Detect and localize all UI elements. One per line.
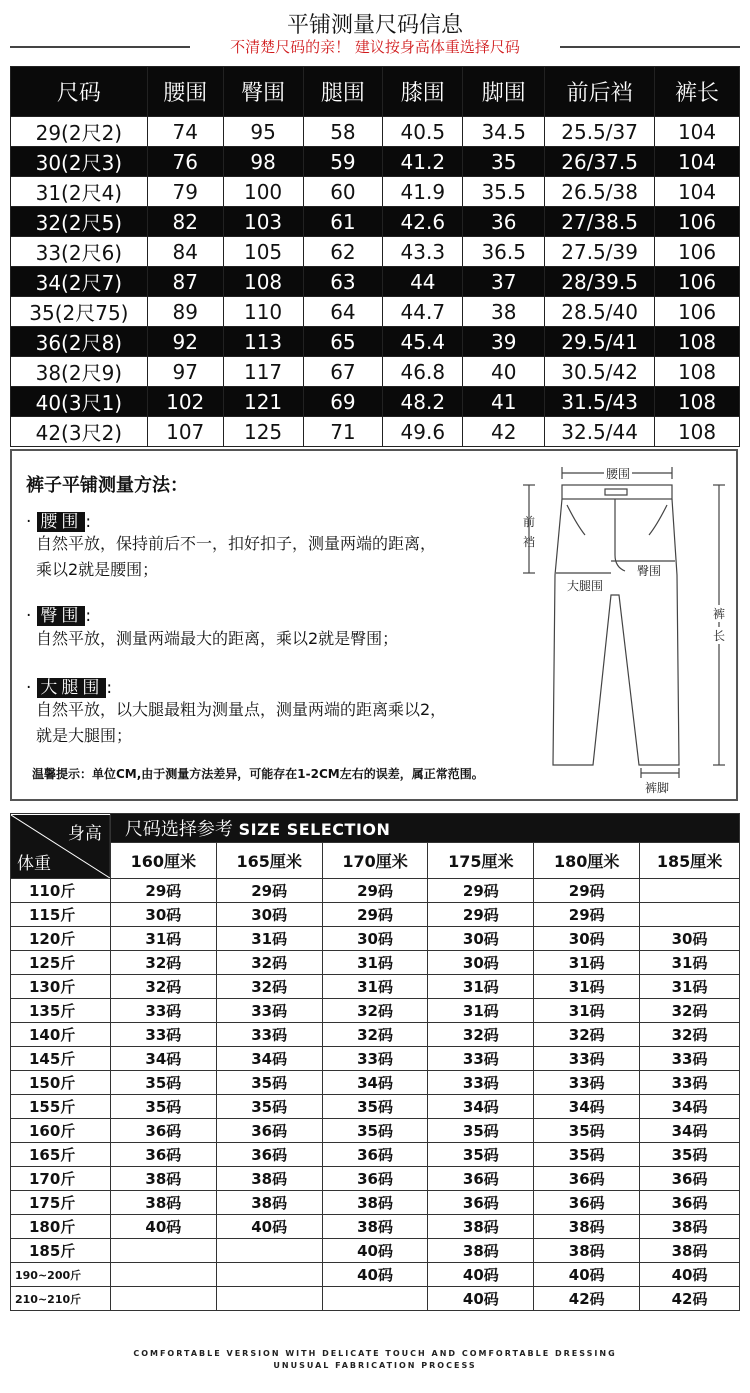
recommended-size-cell: 36码 [322, 1167, 428, 1191]
weight-cell: 180斤 [11, 1215, 111, 1239]
method-title: 裤子平铺测量方法： [26, 475, 188, 496]
table-cell: 31.5/43 [545, 387, 655, 417]
col-header: 膝围 [383, 67, 463, 117]
weight-cell: 185斤 [11, 1239, 111, 1263]
recommended-size-cell: 31码 [640, 951, 740, 975]
table-cell: 42 [463, 417, 545, 447]
recommended-size-cell: 35码 [534, 1143, 640, 1167]
table-cell: 27/38.5 [545, 207, 655, 237]
table-cell: 33(2尺6) [11, 237, 148, 267]
recommended-size-cell [216, 1287, 322, 1311]
table-cell: 35(2尺75) [11, 297, 148, 327]
recommended-size-cell: 32码 [110, 951, 216, 975]
recommended-size-cell: 30码 [534, 927, 640, 951]
recommended-size-cell: 32码 [322, 999, 428, 1023]
recommended-size-cell: 29码 [534, 879, 640, 903]
table-cell: 106 [655, 237, 740, 267]
diagram-length-label-a: 裤 [713, 607, 726, 621]
table-cell: 28/39.5 [545, 267, 655, 297]
weight-cell: 190~200斤 [11, 1263, 111, 1287]
size-table-header [11, 67, 740, 117]
recommendation-row [11, 1239, 740, 1263]
table-cell: 108 [223, 267, 303, 297]
col-header: 脚围 [463, 67, 545, 117]
table-cell: 25.5/37 [545, 117, 655, 147]
recommended-size-cell: 30码 [640, 927, 740, 951]
table-cell: 82 [147, 207, 223, 237]
table-cell: 104 [655, 177, 740, 207]
table-row [11, 237, 740, 267]
table-cell: 41.2 [383, 147, 463, 177]
hip-description: 自然平放，测量两端最大的距离，乘以2就是臀围； [36, 629, 399, 648]
recommendation-row [11, 1263, 740, 1287]
diagram-rise-label-b: 裆 [523, 535, 536, 549]
pants-diagram [507, 455, 737, 800]
table-cell: 38(2尺9) [11, 357, 148, 387]
diagram-length-label-b: 长 [713, 629, 726, 643]
table-cell: 38 [463, 297, 545, 327]
table-cell: 105 [223, 237, 303, 267]
recommended-size-cell: 36码 [322, 1143, 428, 1167]
recommended-size-cell: 42码 [534, 1287, 640, 1311]
diagram-rise-label-a: 前 [523, 515, 536, 529]
recommended-size-cell [640, 903, 740, 927]
recommendation-row [11, 1119, 740, 1143]
table-cell: 108 [655, 357, 740, 387]
recommended-size-cell: 30码 [322, 927, 428, 951]
recommended-size-cell: 35码 [428, 1119, 534, 1143]
table-cell: 89 [147, 297, 223, 327]
thigh-label: · 大腿围 : [26, 678, 113, 698]
recommended-size-cell: 34码 [428, 1095, 534, 1119]
size-table [10, 66, 740, 447]
table-row [11, 297, 740, 327]
diagram-thigh-label: 大腿围 [567, 579, 604, 593]
table-cell: 37 [463, 267, 545, 297]
recommended-size-cell: 34码 [640, 1119, 740, 1143]
recommended-size-cell: 32码 [216, 951, 322, 975]
recommendation-row [11, 1023, 740, 1047]
recommended-size-cell: 38码 [640, 1239, 740, 1263]
recommended-size-cell: 30码 [110, 903, 216, 927]
weight-cell: 160斤 [11, 1119, 111, 1143]
recommendation-row [11, 975, 740, 999]
recommended-size-cell: 34码 [640, 1095, 740, 1119]
table-cell: 49.6 [383, 417, 463, 447]
thigh-description: 自然平放，以大腿最粗为测量点，测量两端的距离乘以2， 就是大腿围； [36, 700, 447, 745]
recommended-size-cell: 36码 [534, 1191, 640, 1215]
recommendation-row [11, 1191, 740, 1215]
table-cell: 34.5 [463, 117, 545, 147]
table-cell: 30(2尺3) [11, 147, 148, 177]
table-cell: 36 [463, 207, 545, 237]
recommended-size-cell: 33码 [534, 1071, 640, 1095]
recommended-size-cell: 31码 [534, 999, 640, 1023]
recommended-size-cell [322, 1287, 428, 1311]
weight-cell: 170斤 [11, 1167, 111, 1191]
recommended-size-cell [110, 1239, 216, 1263]
recommended-size-cell: 36码 [428, 1191, 534, 1215]
table-cell: 106 [655, 297, 740, 327]
recommended-size-cell: 29码 [534, 903, 640, 927]
weight-cell: 130斤 [11, 975, 111, 999]
table-cell: 26.5/38 [545, 177, 655, 207]
weight-cell: 145斤 [11, 1047, 111, 1071]
table-cell: 42.6 [383, 207, 463, 237]
height-header: 165厘米 [216, 843, 322, 879]
table-cell: 84 [147, 237, 223, 267]
recommended-size-cell: 36码 [110, 1119, 216, 1143]
recommended-size-cell: 33码 [110, 999, 216, 1023]
col-header: 前后裆 [545, 67, 655, 117]
recommended-size-cell: 33码 [322, 1047, 428, 1071]
recommendation-row [11, 999, 740, 1023]
recommended-size-cell: 36码 [216, 1143, 322, 1167]
table-cell: 63 [303, 267, 383, 297]
measurement-method-box [10, 449, 738, 801]
weight-cell: 155斤 [11, 1095, 111, 1119]
recommended-size-cell: 38码 [216, 1191, 322, 1215]
recommended-size-cell: 33码 [216, 999, 322, 1023]
recommended-size-cell: 32码 [428, 1023, 534, 1047]
recommended-size-cell: 40码 [534, 1263, 640, 1287]
table-cell: 100 [223, 177, 303, 207]
recommended-size-cell: 38码 [322, 1191, 428, 1215]
recommended-size-cell: 33码 [640, 1047, 740, 1071]
recommended-size-cell: 30码 [428, 927, 534, 951]
table-row [11, 327, 740, 357]
weight-cell: 125斤 [11, 951, 111, 975]
waist-label: · 腰围 : [26, 512, 92, 532]
recommended-size-cell: 40码 [110, 1215, 216, 1239]
recommended-size-cell: 35码 [322, 1119, 428, 1143]
height-weight-corner [11, 814, 111, 879]
recommended-size-cell [110, 1287, 216, 1311]
table-cell: 97 [147, 357, 223, 387]
table-cell: 30.5/42 [545, 357, 655, 387]
corner-height-label: 身高 [67, 823, 102, 844]
weight-cell: 165斤 [11, 1143, 111, 1167]
table-cell: 40 [463, 357, 545, 387]
weight-cell: 140斤 [11, 1023, 111, 1047]
recommended-size-cell: 40码 [428, 1263, 534, 1287]
corner-weight-label: 体重 [17, 853, 51, 874]
recommended-size-cell: 33码 [110, 1023, 216, 1047]
table-cell: 59 [303, 147, 383, 177]
recommended-size-cell: 31码 [640, 975, 740, 999]
recommended-size-cell: 29码 [110, 879, 216, 903]
recommended-size-cell: 36码 [110, 1143, 216, 1167]
table-cell: 31(2尺4) [11, 177, 148, 207]
recommended-size-cell: 38码 [534, 1239, 640, 1263]
table-cell: 27.5/39 [545, 237, 655, 267]
recommended-size-cell: 31码 [322, 951, 428, 975]
recommended-size-cell: 29码 [428, 879, 534, 903]
weight-cell: 175斤 [11, 1191, 111, 1215]
table-cell: 44 [383, 267, 463, 297]
waist-description: 自然平放，保持前后不一，扣好扣子，测量两端的距离， 乘以2就是腰围； [36, 534, 437, 579]
recommended-size-cell [640, 879, 740, 903]
diagram-hip-label: 臀围 [637, 564, 662, 578]
recommended-size-cell: 29码 [428, 903, 534, 927]
table-cell: 32(2尺5) [11, 207, 148, 237]
table-cell: 106 [655, 267, 740, 297]
col-header: 腰围 [147, 67, 223, 117]
height-header: 175厘米 [428, 843, 534, 879]
recommended-size-cell: 35码 [428, 1143, 534, 1167]
table-cell: 36.5 [463, 237, 545, 267]
recommended-size-cell: 40码 [322, 1263, 428, 1287]
recommended-size-cell: 36码 [216, 1119, 322, 1143]
recommended-size-cell: 34码 [534, 1095, 640, 1119]
table-cell: 104 [655, 117, 740, 147]
recommended-size-cell: 38码 [428, 1239, 534, 1263]
recommended-size-cell: 30码 [216, 903, 322, 927]
table-cell: 110 [223, 297, 303, 327]
recommendation-row [11, 1071, 740, 1095]
recommended-size-cell: 40码 [216, 1215, 322, 1239]
recommended-size-cell: 31码 [534, 951, 640, 975]
recommendation-row [11, 903, 740, 927]
table-cell: 74 [147, 117, 223, 147]
table-cell: 43.3 [383, 237, 463, 267]
diagram-hem-label: 裤脚 [645, 781, 670, 795]
table-cell: 45.4 [383, 327, 463, 357]
table-cell: 28.5/40 [545, 297, 655, 327]
table-cell: 92 [147, 327, 223, 357]
table-cell: 32.5/44 [545, 417, 655, 447]
recommended-size-cell: 33码 [428, 1047, 534, 1071]
table-cell: 35.5 [463, 177, 545, 207]
table-cell: 36(2尺8) [11, 327, 148, 357]
recommended-size-cell: 33码 [534, 1047, 640, 1071]
recommended-size-cell: 36码 [534, 1167, 640, 1191]
table-cell: 98 [223, 147, 303, 177]
recommended-size-cell: 36码 [640, 1191, 740, 1215]
table-cell: 103 [223, 207, 303, 237]
recommended-size-cell: 31码 [534, 975, 640, 999]
height-header: 170厘米 [322, 843, 428, 879]
table-cell: 102 [147, 387, 223, 417]
table-cell: 41.9 [383, 177, 463, 207]
recommendation-row [11, 951, 740, 975]
recommended-size-cell: 34码 [216, 1047, 322, 1071]
table-cell: 107 [147, 417, 223, 447]
table-cell: 60 [303, 177, 383, 207]
table-row [11, 147, 740, 177]
recommended-size-cell: 40码 [322, 1239, 428, 1263]
recommended-size-cell: 35码 [216, 1071, 322, 1095]
table-cell: 108 [655, 417, 740, 447]
header-subtitle: 不清楚尺码的亲！ 建议按身高体重选择尺码 [230, 38, 520, 56]
recommended-size-cell: 38码 [640, 1215, 740, 1239]
col-header: 尺码 [11, 67, 148, 117]
recommended-size-cell [216, 1263, 322, 1287]
table-row [11, 387, 740, 417]
recommended-size-cell: 42码 [640, 1287, 740, 1311]
table-row [11, 207, 740, 237]
table-cell: 44.7 [383, 297, 463, 327]
table-cell: 42(3尺2) [11, 417, 148, 447]
recommended-size-cell: 31码 [216, 927, 322, 951]
recommended-size-cell: 40码 [428, 1287, 534, 1311]
table-row [11, 117, 740, 147]
table-cell: 108 [655, 327, 740, 357]
col-header: 臀围 [223, 67, 303, 117]
recommendation-row [11, 1143, 740, 1167]
table-row [11, 417, 740, 447]
table-cell: 58 [303, 117, 383, 147]
recommended-size-cell [110, 1263, 216, 1287]
recommended-size-cell: 32码 [640, 1023, 740, 1047]
recommended-size-cell: 35码 [110, 1071, 216, 1095]
height-header: 185厘米 [640, 843, 740, 879]
recommended-size-cell: 35码 [640, 1143, 740, 1167]
recommended-size-cell: 33码 [428, 1071, 534, 1095]
table-cell: 61 [303, 207, 383, 237]
table-cell: 67 [303, 357, 383, 387]
table-cell: 69 [303, 387, 383, 417]
recommended-size-cell: 31码 [428, 999, 534, 1023]
table-cell: 121 [223, 387, 303, 417]
table-cell: 108 [655, 387, 740, 417]
table-cell: 40.5 [383, 117, 463, 147]
recommended-size-cell: 38码 [534, 1215, 640, 1239]
recommendation-row [11, 1167, 740, 1191]
table-cell: 29.5/41 [545, 327, 655, 357]
recommended-size-cell: 36码 [640, 1167, 740, 1191]
recommended-size-cell: 38码 [322, 1215, 428, 1239]
footer-line-1: COMFORTABLE VERSION WITH DELICATE TOUCH AND COMFORTABLE DRESSING [133, 1349, 617, 1358]
recommendation-title: 尺码选择参考 SIZE SELECTION [110, 814, 739, 843]
col-header: 腿围 [303, 67, 383, 117]
recommended-size-cell: 35码 [534, 1119, 640, 1143]
recommended-size-cell: 38码 [216, 1167, 322, 1191]
recommended-size-cell: 29码 [322, 879, 428, 903]
table-cell: 87 [147, 267, 223, 297]
measurement-tip: 温馨提示：单位CM,由于测量方法差异，可能存在1-2CM左右的误差，属正常范围。 [32, 767, 484, 781]
table-cell: 95 [223, 117, 303, 147]
recommended-size-cell: 32码 [110, 975, 216, 999]
table-cell: 46.8 [383, 357, 463, 387]
recommended-size-cell: 31码 [428, 975, 534, 999]
size-recommendation-table [10, 813, 740, 1311]
recommended-size-cell: 29码 [322, 903, 428, 927]
table-cell: 71 [303, 417, 383, 447]
page-title: 平铺测量尺码信息 [286, 13, 463, 38]
table-cell: 113 [223, 327, 303, 357]
recommended-size-cell: 30码 [428, 951, 534, 975]
recommended-size-cell [216, 1239, 322, 1263]
recommended-size-cell: 35码 [216, 1095, 322, 1119]
recommendation-row [11, 1047, 740, 1071]
recommended-size-cell: 38码 [110, 1191, 216, 1215]
table-row [11, 177, 740, 207]
height-header: 160厘米 [110, 843, 216, 879]
table-cell: 79 [147, 177, 223, 207]
table-cell: 41 [463, 387, 545, 417]
recommended-size-cell: 36码 [428, 1167, 534, 1191]
recommended-size-cell: 29码 [216, 879, 322, 903]
recommended-size-cell: 33码 [216, 1023, 322, 1047]
table-row [11, 357, 740, 387]
weight-cell: 115斤 [11, 903, 111, 927]
height-header: 180厘米 [534, 843, 640, 879]
weight-cell: 210~210斤 [11, 1287, 111, 1311]
table-cell: 48.2 [383, 387, 463, 417]
recommended-size-cell: 38码 [110, 1167, 216, 1191]
recommended-size-cell: 34码 [110, 1047, 216, 1071]
recommended-size-cell: 38码 [428, 1215, 534, 1239]
recommended-size-cell: 32码 [322, 1023, 428, 1047]
recommended-size-cell: 32码 [534, 1023, 640, 1047]
table-cell: 117 [223, 357, 303, 387]
recommended-size-cell: 31码 [322, 975, 428, 999]
recommended-size-cell: 34码 [322, 1071, 428, 1095]
table-cell: 106 [655, 207, 740, 237]
table-cell: 34(2尺7) [11, 267, 148, 297]
recommended-size-cell: 32码 [216, 975, 322, 999]
table-cell: 62 [303, 237, 383, 267]
recommended-size-cell: 40码 [640, 1263, 740, 1287]
weight-cell: 110斤 [11, 879, 111, 903]
table-cell: 76 [147, 147, 223, 177]
recommended-size-cell: 32码 [640, 999, 740, 1023]
recommendation-row [11, 1095, 740, 1119]
hip-label: · 臀围 : [26, 606, 92, 626]
footer-line-2: UNUSUAL FABRICATION PROCESS [273, 1361, 477, 1370]
table-cell: 65 [303, 327, 383, 357]
recommendation-row [11, 879, 740, 903]
pants-outline-icon [507, 455, 737, 800]
recommendation-row [11, 1287, 740, 1311]
recommended-size-cell: 35码 [110, 1095, 216, 1119]
table-cell: 35 [463, 147, 545, 177]
table-cell: 104 [655, 147, 740, 177]
diagram-waist-label: 腰围 [606, 467, 631, 481]
recommendation-row [11, 927, 740, 951]
table-cell: 26/37.5 [545, 147, 655, 177]
table-cell: 40(3尺1) [11, 387, 148, 417]
weight-cell: 120斤 [11, 927, 111, 951]
recommended-size-cell: 31码 [110, 927, 216, 951]
weight-cell: 135斤 [11, 999, 111, 1023]
recommended-size-cell: 33码 [640, 1071, 740, 1095]
col-header: 裤长 [655, 67, 740, 117]
table-cell: 29(2尺2) [11, 117, 148, 147]
table-cell: 64 [303, 297, 383, 327]
table-cell: 125 [223, 417, 303, 447]
recommended-size-cell: 35码 [322, 1095, 428, 1119]
table-row [11, 267, 740, 297]
table-cell: 39 [463, 327, 545, 357]
weight-cell: 150斤 [11, 1071, 111, 1095]
recommendation-row [11, 1215, 740, 1239]
